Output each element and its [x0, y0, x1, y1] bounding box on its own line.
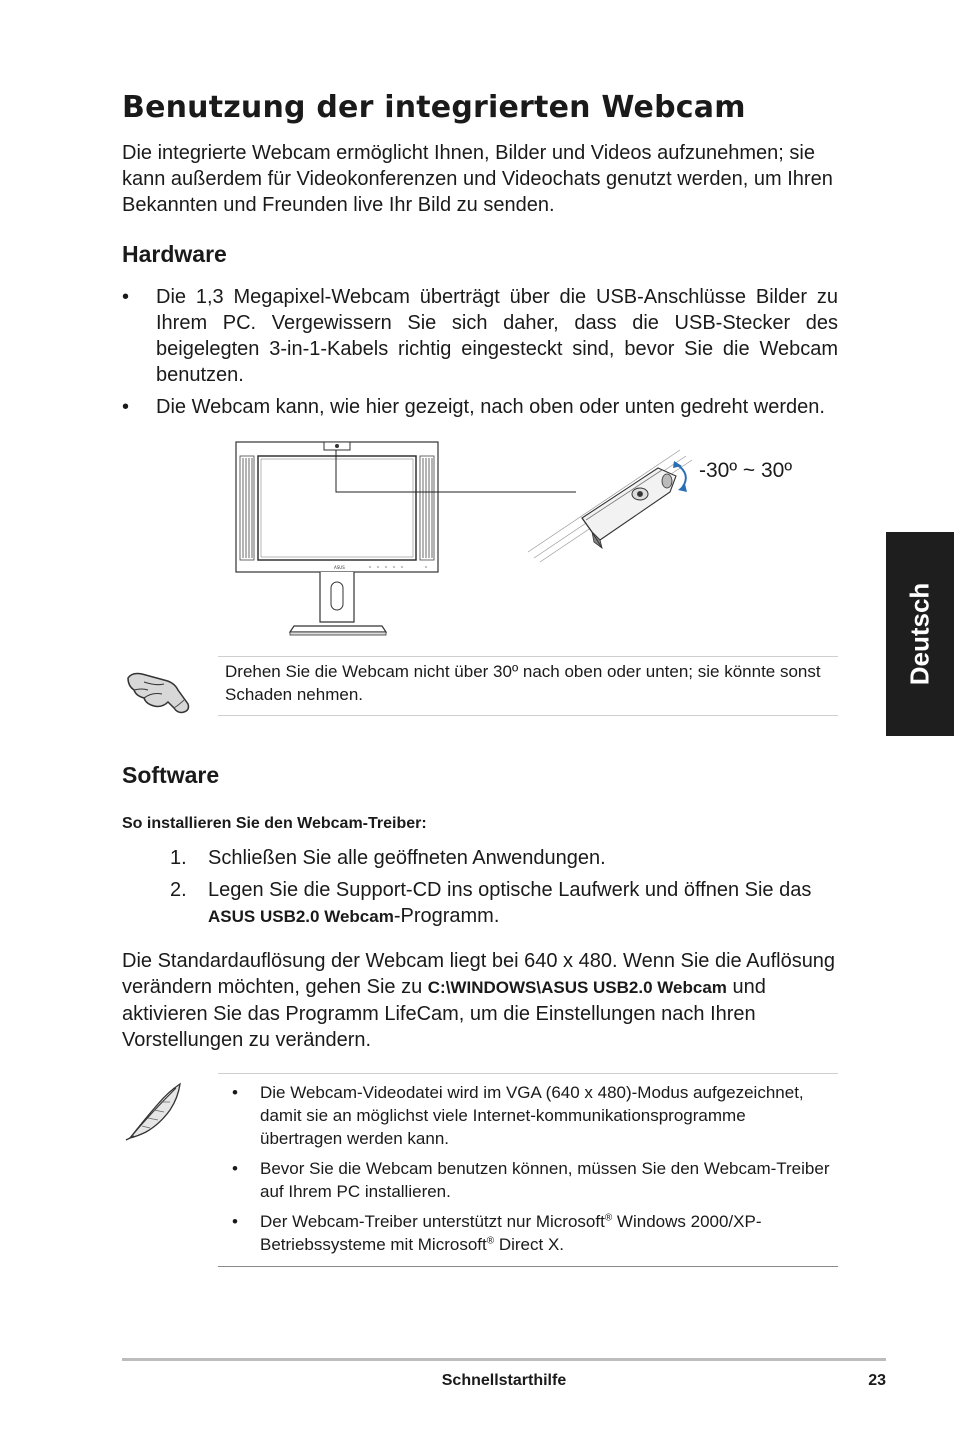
tip-text-part3: Direct X. — [494, 1235, 565, 1254]
side-tab-label: Deutsch — [904, 582, 935, 686]
bullet-symbol: • — [232, 1159, 238, 1178]
tips-list — [232, 1081, 832, 1263]
step-text-after: -Programm. — [393, 905, 500, 927]
brand-logo: ASUS — [334, 565, 345, 570]
stand-cable-hole — [331, 582, 343, 610]
bullet-symbol: • — [232, 1083, 238, 1102]
webcam-lens — [335, 444, 339, 448]
paragraph-text-after: und aktivieren Sie das Programm LifeCam, um die Einstellungen nach Ihren Vorstellungen zu verändern. — [122, 976, 766, 1051]
paragraph-text-before: Die Standardauflösung der Webcam liegt bei 640 x 480. Wenn Sie die Auflösung verändern möchten, gehen Sie zu — [122, 950, 836, 998]
hardware-bullet-list — [122, 284, 838, 426]
program-name: ASUS USB2.0 Webcam — [208, 907, 394, 926]
left-speaker-grill — [240, 456, 254, 560]
program-path: C:\WINDOWS\ASUS USB2.0 Webcam — [427, 978, 727, 997]
tip-text: Die Webcam-Videodatei wird im VGA (640 x 480)-Modus aufgezeichnet, damit sie an möglichst viele Internet-kommunikationsprogramme übertragen werden kann. — [260, 1083, 804, 1148]
list-item — [232, 1210, 832, 1256]
tip-text: Bevor Sie die Webcam benutzen können, müssen Sie den Webcam-Treiber auf Ihrem PC installieren. — [260, 1159, 830, 1201]
pointing-hand-icon — [124, 660, 194, 720]
page-title: Benutzung der integrierten Webcam — [122, 90, 746, 125]
rotation-arrow-icon — [676, 464, 686, 488]
bullet-symbol: • — [122, 286, 130, 308]
software-heading: Software — [122, 762, 220, 788]
registered-mark: ® — [486, 1235, 495, 1247]
bullet-symbol: • — [232, 1212, 238, 1231]
list-item — [232, 1157, 832, 1203]
warning-note-text: Drehen Sie die Webcam nicht über 30º nach oben oder unten; sie könnte sonst Schaden nehmen. — [225, 662, 821, 704]
registered-mark: ® — [604, 1212, 613, 1224]
webcam-detail — [528, 450, 692, 562]
monitor-stand-base — [290, 626, 386, 632]
right-speaker-grill — [420, 456, 434, 560]
resolution-paragraph — [122, 948, 842, 1053]
bullet-symbol: • — [122, 396, 130, 418]
list-item — [170, 877, 830, 930]
list-item — [122, 284, 838, 388]
hardware-heading: Hardware — [122, 241, 227, 267]
feather-quill-icon — [124, 1080, 184, 1142]
software-subheading: So installieren Sie den Webcam-Treiber: — [122, 815, 427, 832]
bullet-text: Die Webcam kann, wie hier gezeigt, nach oben oder unten gedreht werden. — [156, 396, 825, 418]
tip-text-part1: Der Webcam-Treiber unterstützt nur Microsoft — [260, 1212, 605, 1231]
intro-paragraph: Die integrierte Webcam ermöglicht Ihnen, Bilder und Videos aufzunehmen; sie kann außerdem für Videokonferenzen und Videochats genutzt werden, um Ihren Bekannten und Freunden live Ihr Bild zu senden. — [122, 142, 833, 216]
install-steps-list — [170, 845, 830, 936]
step-number: 1. — [170, 847, 187, 869]
angle-label: -30º ~ 30º — [699, 459, 792, 482]
footer-divider — [122, 1358, 886, 1361]
language-side-tab — [886, 532, 954, 736]
list-item — [122, 394, 838, 420]
step-number: 2. — [170, 879, 187, 901]
list-item — [232, 1081, 832, 1150]
step-text-before: Legen Sie die Support-CD ins optische Laufwerk und öffnen Sie das — [208, 879, 812, 901]
page-number: 23 — [868, 1372, 886, 1389]
list-item — [170, 845, 830, 871]
step-text: Schließen Sie alle geöffneten Anwendungen. — [208, 847, 606, 869]
tip-text-part2: Windows 2000/XP-Betriebssysteme mit Microsoft — [260, 1212, 762, 1254]
footer-title: Schnellstarthilfe — [441, 1372, 567, 1389]
monitor-screen — [258, 456, 416, 560]
bullet-text: Die 1,3 Megapixel-Webcam überträgt über die USB-Anschlüsse Bilder zu Ihrem PC. Vergewissern Sie sich daher, dass die USB-Stecker des beigelegten 3-in-1-Kabels richtig eingesteckt sind, bevor Sie die Webcam benutzen. — [156, 286, 838, 386]
